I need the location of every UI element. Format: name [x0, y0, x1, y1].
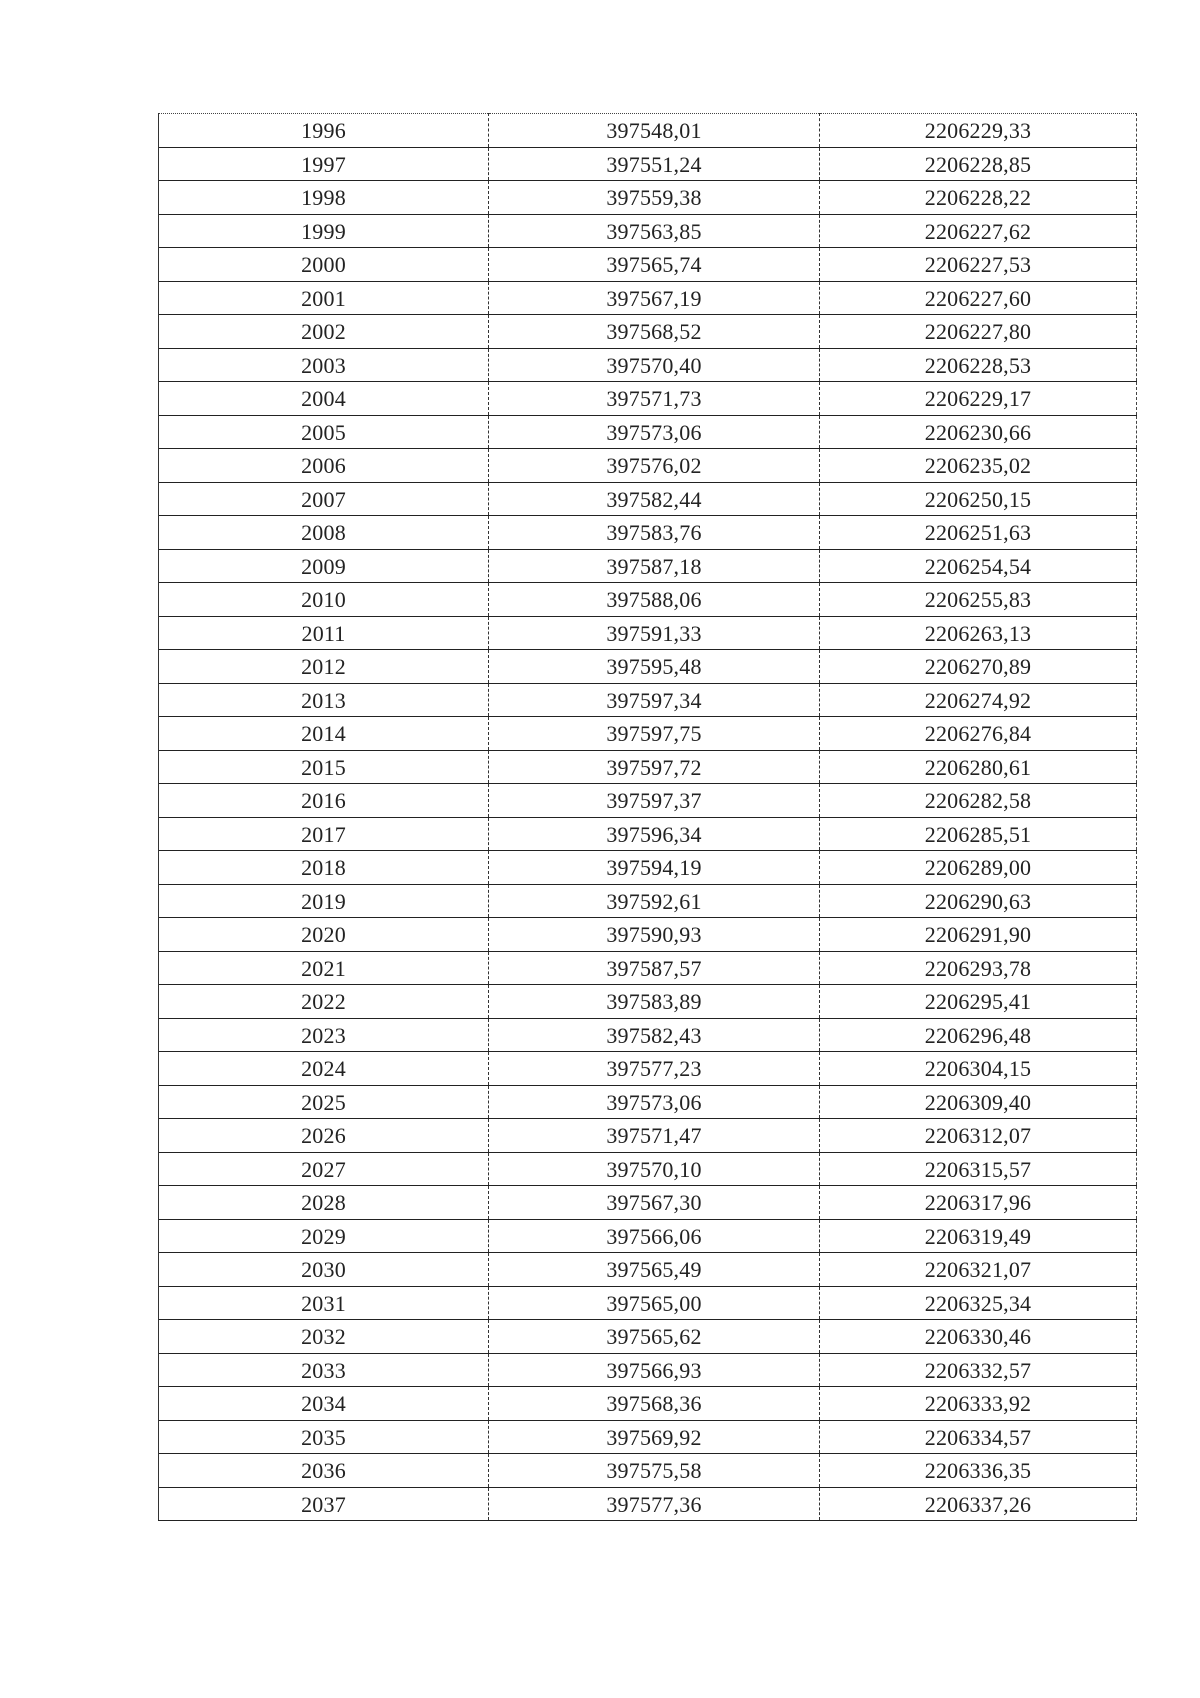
cell-text: 2206293,78 — [924, 955, 1032, 981]
cell-text: 2206280,61 — [924, 754, 1032, 780]
cell-text: 2016 — [301, 788, 346, 814]
cell-text: 1996 — [301, 118, 346, 144]
cell-text: 397597,34 — [606, 687, 702, 713]
x-coordinate-cell — [489, 549, 820, 583]
x-coordinate-cell — [489, 248, 820, 282]
cell-text: 397591,33 — [606, 620, 702, 646]
x-coordinate-cell — [489, 214, 820, 248]
cell-text: 397570,40 — [606, 352, 702, 378]
table-row — [159, 147, 1137, 181]
point-number-cell — [159, 985, 489, 1019]
cell-text: 2010 — [301, 587, 346, 613]
y-coordinate-cell — [820, 1420, 1137, 1454]
point-number-cell — [159, 1353, 489, 1387]
point-number-cell — [159, 449, 489, 483]
cell-text: 397587,18 — [606, 553, 702, 579]
y-coordinate-cell — [820, 1353, 1137, 1387]
cell-text: 2027 — [301, 1156, 346, 1182]
cell-text: 2206334,57 — [924, 1424, 1032, 1450]
table-row — [159, 1286, 1137, 1320]
cell-text: 397587,57 — [606, 955, 702, 981]
table-row — [159, 1052, 1137, 1086]
cell-text: 397583,76 — [606, 520, 702, 546]
cell-text: 397567,19 — [606, 285, 702, 311]
cell-text: 2005 — [301, 419, 346, 445]
y-coordinate-cell — [820, 248, 1137, 282]
cell-text: 2206255,83 — [924, 587, 1032, 613]
table-row — [159, 181, 1137, 215]
cell-text: 2206291,90 — [924, 922, 1032, 948]
cell-text: 2004 — [301, 386, 346, 412]
table-row — [159, 1219, 1137, 1253]
cell-text: 397570,10 — [606, 1156, 702, 1182]
cell-text: 2206230,66 — [924, 419, 1032, 445]
cell-text: 397576,02 — [606, 453, 702, 479]
cell-text: 2029 — [301, 1223, 346, 1249]
point-number-cell — [159, 248, 489, 282]
table-row — [159, 1085, 1137, 1119]
y-coordinate-cell — [820, 147, 1137, 181]
table-row — [159, 884, 1137, 918]
y-coordinate-cell — [820, 616, 1137, 650]
cell-text: 2206270,89 — [924, 654, 1032, 680]
table-row — [159, 1320, 1137, 1354]
cell-text: 2206312,07 — [924, 1123, 1032, 1149]
cell-text: 397566,93 — [606, 1357, 702, 1383]
cell-text: 2206228,53 — [924, 352, 1032, 378]
cell-text: 397568,52 — [606, 319, 702, 345]
point-number-cell — [159, 784, 489, 818]
cell-text: 2021 — [301, 955, 346, 981]
cell-text: 397551,24 — [606, 151, 702, 177]
x-coordinate-cell — [489, 951, 820, 985]
cell-text: 397597,72 — [606, 754, 702, 780]
cell-text: 2206228,22 — [924, 185, 1032, 211]
cell-text: 2034 — [301, 1391, 346, 1417]
y-coordinate-cell — [820, 817, 1137, 851]
x-coordinate-cell — [489, 382, 820, 416]
cell-text: 2206227,53 — [924, 252, 1032, 278]
table-row — [159, 1152, 1137, 1186]
table-row — [159, 616, 1137, 650]
cell-text: 397567,30 — [606, 1190, 702, 1216]
point-number-cell — [159, 750, 489, 784]
cell-text: 1997 — [301, 151, 346, 177]
table-row — [159, 683, 1137, 717]
table-row — [159, 248, 1137, 282]
x-coordinate-cell — [489, 884, 820, 918]
point-number-cell — [159, 583, 489, 617]
point-number-cell — [159, 851, 489, 885]
table-row — [159, 1119, 1137, 1153]
table-row — [159, 348, 1137, 382]
cell-text: 2028 — [301, 1190, 346, 1216]
cell-text: 2206229,33 — [924, 118, 1032, 144]
cell-text: 2015 — [301, 754, 346, 780]
cell-text: 2035 — [301, 1424, 346, 1450]
point-number-cell — [159, 482, 489, 516]
cell-text: 397571,47 — [606, 1123, 702, 1149]
cell-text: 2206274,92 — [924, 687, 1032, 713]
y-coordinate-cell — [820, 1219, 1137, 1253]
x-coordinate-cell — [489, 449, 820, 483]
x-coordinate-cell — [489, 583, 820, 617]
table-row — [159, 1487, 1137, 1521]
cell-text: 2025 — [301, 1089, 346, 1115]
cell-text: 397597,37 — [606, 788, 702, 814]
y-coordinate-cell — [820, 382, 1137, 416]
y-coordinate-cell — [820, 181, 1137, 215]
cell-text: 397596,34 — [606, 821, 702, 847]
point-number-cell — [159, 415, 489, 449]
y-coordinate-cell — [820, 1085, 1137, 1119]
point-number-cell — [159, 1286, 489, 1320]
cell-text: 397573,06 — [606, 1089, 702, 1115]
y-coordinate-cell — [820, 114, 1137, 148]
y-coordinate-cell — [820, 784, 1137, 818]
y-coordinate-cell — [820, 315, 1137, 349]
x-coordinate-cell — [489, 817, 820, 851]
x-coordinate-cell — [489, 181, 820, 215]
cell-text: 2206290,63 — [924, 888, 1032, 914]
y-coordinate-cell — [820, 985, 1137, 1019]
cell-text: 2037 — [301, 1491, 346, 1517]
x-coordinate-cell — [489, 784, 820, 818]
table-row — [159, 1018, 1137, 1052]
table-row — [159, 784, 1137, 818]
y-coordinate-cell — [820, 214, 1137, 248]
x-coordinate-cell — [489, 918, 820, 952]
cell-text: 397568,36 — [606, 1391, 702, 1417]
cell-text: 2206330,46 — [924, 1324, 1032, 1350]
cell-text: 1998 — [301, 185, 346, 211]
x-coordinate-cell — [489, 683, 820, 717]
cell-text: 2030 — [301, 1257, 346, 1283]
cell-text: 2014 — [301, 721, 346, 747]
y-coordinate-cell — [820, 1052, 1137, 1086]
point-number-cell — [159, 1186, 489, 1220]
table-row — [159, 449, 1137, 483]
x-coordinate-cell — [489, 1420, 820, 1454]
table-row — [159, 951, 1137, 985]
y-coordinate-cell — [820, 1286, 1137, 1320]
cell-text: 2008 — [301, 520, 346, 546]
cell-text: 2011 — [301, 620, 346, 646]
point-number-cell — [159, 516, 489, 550]
cell-text: 397577,36 — [606, 1491, 702, 1517]
y-coordinate-cell — [820, 717, 1137, 751]
x-coordinate-cell — [489, 1487, 820, 1521]
cell-text: 2206227,60 — [924, 285, 1032, 311]
cell-text: 2023 — [301, 1022, 346, 1048]
point-number-cell — [159, 382, 489, 416]
x-coordinate-cell — [489, 1253, 820, 1287]
point-number-cell — [159, 348, 489, 382]
point-number-cell — [159, 951, 489, 985]
point-number-cell — [159, 884, 489, 918]
point-number-cell — [159, 1487, 489, 1521]
table-row — [159, 214, 1137, 248]
table-row — [159, 717, 1137, 751]
x-coordinate-cell — [489, 717, 820, 751]
cell-text: 397575,58 — [606, 1458, 702, 1484]
cell-text: 2206251,63 — [924, 520, 1032, 546]
cell-text: 397548,01 — [606, 118, 702, 144]
point-number-cell — [159, 549, 489, 583]
x-coordinate-cell — [489, 1186, 820, 1220]
cell-text: 1999 — [301, 218, 346, 244]
cell-text: 397559,38 — [606, 185, 702, 211]
cell-text: 397588,06 — [606, 587, 702, 613]
table-row — [159, 114, 1137, 148]
x-coordinate-cell — [489, 147, 820, 181]
point-number-cell — [159, 1320, 489, 1354]
cell-text: 397569,92 — [606, 1424, 702, 1450]
table-row — [159, 482, 1137, 516]
cell-text: 2032 — [301, 1324, 346, 1350]
cell-text: 2019 — [301, 888, 346, 914]
coordinates-table-body — [159, 114, 1137, 1521]
point-number-cell — [159, 1052, 489, 1086]
point-number-cell — [159, 1219, 489, 1253]
point-number-cell — [159, 918, 489, 952]
cell-text: 397573,06 — [606, 419, 702, 445]
cell-text: 397565,62 — [606, 1324, 702, 1350]
x-coordinate-cell — [489, 1286, 820, 1320]
y-coordinate-cell — [820, 851, 1137, 885]
cell-text: 2206317,96 — [924, 1190, 1032, 1216]
x-coordinate-cell — [489, 1152, 820, 1186]
cell-text: 397582,44 — [606, 486, 702, 512]
point-number-cell — [159, 1119, 489, 1153]
cell-text: 397582,43 — [606, 1022, 702, 1048]
table-row — [159, 1420, 1137, 1454]
cell-text: 2206309,40 — [924, 1089, 1032, 1115]
cell-text: 397571,73 — [606, 386, 702, 412]
cell-text: 2206315,57 — [924, 1156, 1032, 1182]
x-coordinate-cell — [489, 1387, 820, 1421]
point-number-cell — [159, 1085, 489, 1119]
cell-text: 2006 — [301, 453, 346, 479]
x-coordinate-cell — [489, 1085, 820, 1119]
cell-text: 397565,00 — [606, 1290, 702, 1316]
point-number-cell — [159, 683, 489, 717]
y-coordinate-cell — [820, 650, 1137, 684]
cell-text: 2206289,00 — [924, 855, 1032, 881]
x-coordinate-cell — [489, 516, 820, 550]
cell-text: 2206250,15 — [924, 486, 1032, 512]
y-coordinate-cell — [820, 1320, 1137, 1354]
cell-text: 2007 — [301, 486, 346, 512]
table-row — [159, 1387, 1137, 1421]
table-row — [159, 516, 1137, 550]
cell-text: 2026 — [301, 1123, 346, 1149]
cell-text: 2022 — [301, 989, 346, 1015]
cell-text: 2206254,54 — [924, 553, 1032, 579]
y-coordinate-cell — [820, 482, 1137, 516]
cell-text: 397592,61 — [606, 888, 702, 914]
point-number-cell — [159, 281, 489, 315]
table-row — [159, 650, 1137, 684]
y-coordinate-cell — [820, 516, 1137, 550]
cell-text: 2206235,02 — [924, 453, 1032, 479]
point-number-cell — [159, 817, 489, 851]
x-coordinate-cell — [489, 750, 820, 784]
table-row — [159, 415, 1137, 449]
table-row — [159, 1253, 1137, 1287]
table-row — [159, 817, 1137, 851]
x-coordinate-cell — [489, 415, 820, 449]
cell-text: 2000 — [301, 252, 346, 278]
cell-text: 2206229,17 — [924, 386, 1032, 412]
cell-text: 2017 — [301, 821, 346, 847]
cell-text: 397597,75 — [606, 721, 702, 747]
cell-text: 397594,19 — [606, 855, 702, 881]
point-number-cell — [159, 650, 489, 684]
cell-text: 2206276,84 — [924, 721, 1032, 747]
cell-text: 397565,49 — [606, 1257, 702, 1283]
cell-text: 2206337,26 — [924, 1491, 1032, 1517]
point-number-cell — [159, 147, 489, 181]
point-number-cell — [159, 315, 489, 349]
y-coordinate-cell — [820, 884, 1137, 918]
x-coordinate-cell — [489, 650, 820, 684]
y-coordinate-cell — [820, 1487, 1137, 1521]
y-coordinate-cell — [820, 583, 1137, 617]
x-coordinate-cell — [489, 1454, 820, 1488]
y-coordinate-cell — [820, 1152, 1137, 1186]
table-row — [159, 851, 1137, 885]
cell-text: 2206325,34 — [924, 1290, 1032, 1316]
cell-text: 2020 — [301, 922, 346, 948]
y-coordinate-cell — [820, 1186, 1137, 1220]
cell-text: 2206227,80 — [924, 319, 1032, 345]
cell-text: 397565,74 — [606, 252, 702, 278]
y-coordinate-cell — [820, 750, 1137, 784]
x-coordinate-cell — [489, 1219, 820, 1253]
table-row — [159, 1353, 1137, 1387]
cell-text: 2024 — [301, 1056, 346, 1082]
point-number-cell — [159, 1152, 489, 1186]
cell-text: 2206263,13 — [924, 620, 1032, 646]
cell-text: 2031 — [301, 1290, 346, 1316]
x-coordinate-cell — [489, 1052, 820, 1086]
cell-text: 2206285,51 — [924, 821, 1032, 847]
y-coordinate-cell — [820, 1119, 1137, 1153]
point-number-cell — [159, 1420, 489, 1454]
cell-text: 2206336,35 — [924, 1458, 1032, 1484]
cell-text: 397583,89 — [606, 989, 702, 1015]
cell-text: 2206304,15 — [924, 1056, 1032, 1082]
x-coordinate-cell — [489, 348, 820, 382]
x-coordinate-cell — [489, 1018, 820, 1052]
x-coordinate-cell — [489, 315, 820, 349]
point-number-cell — [159, 717, 489, 751]
cell-text: 2009 — [301, 553, 346, 579]
y-coordinate-cell — [820, 1454, 1137, 1488]
y-coordinate-cell — [820, 415, 1137, 449]
cell-text: 2206296,48 — [924, 1022, 1032, 1048]
y-coordinate-cell — [820, 549, 1137, 583]
y-coordinate-cell — [820, 281, 1137, 315]
y-coordinate-cell — [820, 1387, 1137, 1421]
table-row — [159, 315, 1137, 349]
x-coordinate-cell — [489, 114, 820, 148]
x-coordinate-cell — [489, 616, 820, 650]
table-row — [159, 918, 1137, 952]
x-coordinate-cell — [489, 1119, 820, 1153]
x-coordinate-cell — [489, 482, 820, 516]
cell-text: 2206319,49 — [924, 1223, 1032, 1249]
cell-text: 2036 — [301, 1458, 346, 1484]
y-coordinate-cell — [820, 1253, 1137, 1287]
cell-text: 397595,48 — [606, 654, 702, 680]
cell-text: 2003 — [301, 352, 346, 378]
table-row — [159, 750, 1137, 784]
cell-text: 397590,93 — [606, 922, 702, 948]
table-row — [159, 1454, 1137, 1488]
cell-text: 2206333,92 — [924, 1391, 1032, 1417]
cell-text: 2206332,57 — [924, 1357, 1032, 1383]
x-coordinate-cell — [489, 1320, 820, 1354]
table-row — [159, 549, 1137, 583]
cell-text: 2002 — [301, 319, 346, 345]
table-row — [159, 281, 1137, 315]
cell-text: 2013 — [301, 687, 346, 713]
cell-text: 397577,23 — [606, 1056, 702, 1082]
x-coordinate-cell — [489, 1353, 820, 1387]
cell-text: 2206227,62 — [924, 218, 1032, 244]
cell-text: 2033 — [301, 1357, 346, 1383]
table-row — [159, 1186, 1137, 1220]
cell-text: 2018 — [301, 855, 346, 881]
table-row — [159, 985, 1137, 1019]
cell-text: 2206321,07 — [924, 1257, 1032, 1283]
y-coordinate-cell — [820, 918, 1137, 952]
table-row — [159, 382, 1137, 416]
cell-text: 2206228,85 — [924, 151, 1032, 177]
point-number-cell — [159, 1018, 489, 1052]
x-coordinate-cell — [489, 985, 820, 1019]
x-coordinate-cell — [489, 281, 820, 315]
y-coordinate-cell — [820, 683, 1137, 717]
point-number-cell — [159, 1387, 489, 1421]
point-number-cell — [159, 114, 489, 148]
cell-text: 2206282,58 — [924, 788, 1032, 814]
point-number-cell — [159, 1454, 489, 1488]
cell-text: 2206295,41 — [924, 989, 1032, 1015]
table-row — [159, 583, 1137, 617]
y-coordinate-cell — [820, 1018, 1137, 1052]
cell-text: 2001 — [301, 285, 346, 311]
cell-text: 397563,85 — [606, 218, 702, 244]
point-number-cell — [159, 616, 489, 650]
y-coordinate-cell — [820, 348, 1137, 382]
y-coordinate-cell — [820, 951, 1137, 985]
point-number-cell — [159, 214, 489, 248]
cell-text: 397566,06 — [606, 1223, 702, 1249]
y-coordinate-cell — [820, 449, 1137, 483]
point-number-cell — [159, 181, 489, 215]
coordinates-table — [158, 113, 1137, 1521]
cell-text: 2012 — [301, 654, 346, 680]
x-coordinate-cell — [489, 851, 820, 885]
point-number-cell — [159, 1253, 489, 1287]
